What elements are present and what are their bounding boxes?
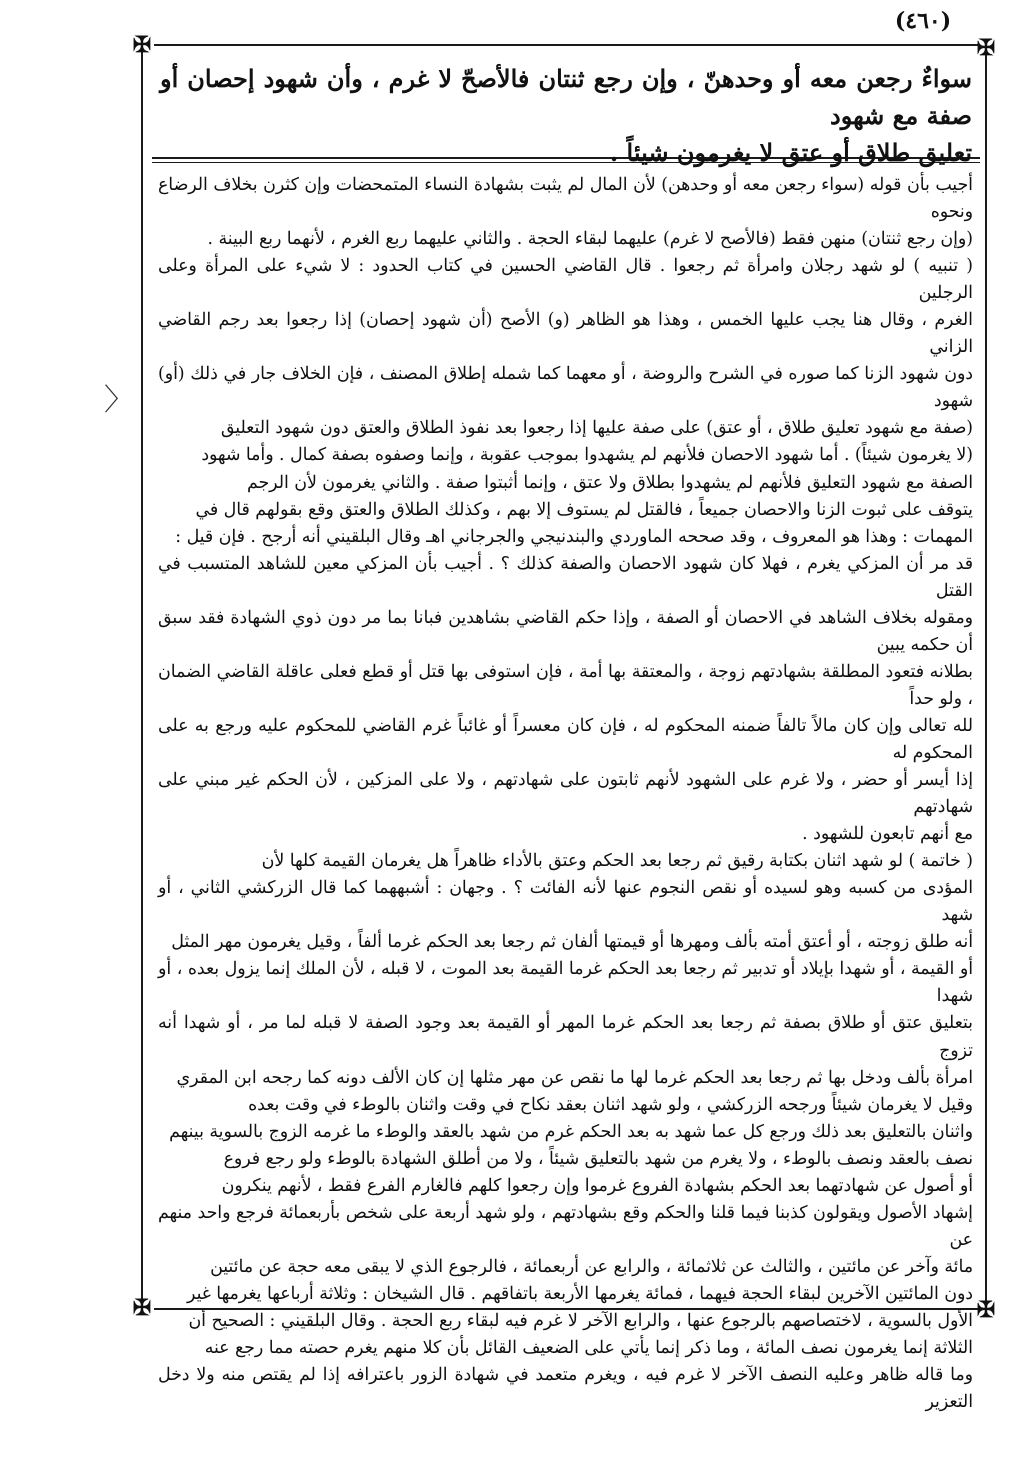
commentary-line: الصفة مع شهود التعليق فلأنهم لم يشهدوا بطلاق ولا عتق ، وإنما أثبتوا صفة . والثاني يغرمون لأن الرجم — [246, 472, 973, 493]
commentary-line: ( تنبيه ) لو شهد رجلان وامرأة ثم رجعوا . قال القاضي الحسين في كتاب الحدود : لا شيء على المرأة وعلى الرجلين — [158, 256, 973, 304]
commentary-line: وقيل لا يغرمان شيئاً ورجحه الزركشي ، ولو شهد اثنان بعقد نكاح في وقت واثنان بالوطء في وقت بعده — [248, 1094, 973, 1115]
commentary-line: إشهاد الأصول ويقولون كذبنا فيما قلنا والحكم وقع بشهادتهم ، ولو شهد أربعة على شخص بأربعمائة فرجع واحد منهم عن — [158, 1202, 973, 1250]
commentary-line: بطلانه فتعود المطلقة بشهادتهم زوجة ، والمعتقة بها أمة ، فإن استوفى بها قتل أو قطع فعلى عاقلة القاضي الضمان ، ولو حداً — [158, 661, 973, 709]
matn-line: تعليق طلاق أو عتق لا يغرمون شيئاً . — [609, 138, 972, 167]
commentary-line: المهمات : وهذا هو المعروف ، وقد صححه الماوردي والبندنيجي والجرجاني اهـ وقال البلقيني أنه أرجح . فإن قيل : — [175, 526, 973, 547]
commentary-line: دون شهود الزنا كما صوره في الشرح والروضة ، أو معهما كما شمله إطلاق المصنف ، فإن الخلاف جار في ذلك (أو) شهود — [158, 364, 973, 412]
commentary-line: لله تعالى وإن كان مالاً تالفاً ضمنه المحكوم له ، فإن كان معسراً أو غائباً غرم القاضي للمحكوم عليه ورجع به على المحكوم له — [158, 715, 973, 763]
commentary-line: يتوقف على ثبوت الزنا والاحصان جميعاً ، فالقتل لم يستوف إلا بهم ، وكذلك الطلاق والعتق وقع بقولهم قال في — [195, 499, 973, 520]
commentary-line: إذا أيسر أو حضر ، ولا غرم على الشهود لأنهم ثابتون على شهادتهم ، ولا على المزكين ، لأن الحكم غير مبني على شهادتهم — [158, 770, 973, 818]
commentary-line: الثلاثة إنما يغرمون نصف المائة ، وما ذكر إنما يأتي على الضعيف القائل بأن كلا منهم يغرم حصته مما رجع عنه — [204, 1338, 973, 1359]
margin-bracket-mark-icon: 〉 — [104, 383, 134, 418]
left-rule — [141, 52, 143, 1302]
commentary-line: (صفة مع شهود تعليق طلاق ، أو عتق) على صفة عليها إذا رجعوا بعد نفوذ الطلاق والعتق دون شهود التعليق — [220, 418, 973, 439]
commentary-line: (لا يغرمون شيئاً) . أما شهود الاحصان فلأنهم لم يشهدوا بموجب عقوبة ، وإنما وصفوه بصفة كمال . وأما شهود — [201, 445, 973, 466]
commentary-line: ( خاتمة ) لو شهد اثنان بكتابة رقيق ثم رجعا بعد الحكم وعتق بالأداء ظاهراً هل يغرمان القيمة كلها لأن — [261, 851, 973, 872]
corner-ornament-icon: ✠ — [976, 1297, 996, 1323]
corner-ornament-icon: ✠ — [132, 1295, 152, 1321]
commentary-line: ومقوله بخلاف الشاهد في الاحصان أو الصفة ، وإذا حكم القاضي بشاهدين فبانا بما مر دون ذوي الشهادة فقد سبق أن حكمه يبين — [158, 607, 973, 655]
commentary-line: نصف بالعقد ونصف بالوطء ، ولا يغرم من شهد بالتعليق شيئاً ، ولا من أطلق الشهادة بالوطء ولو رجع فروع — [223, 1148, 973, 1169]
corner-ornament-icon: ✠ — [976, 35, 996, 61]
commentary-line: الغرم ، وقال هنا يجب عليها الخمس ، وهذا هو الظاهر (و) الأصح (أن شهود إحصان) إذا رجعوا بعد رجم القاضي الزاني — [158, 310, 973, 358]
commentary-line: أو القيمة ، أو شهدا بإيلاد أو تدبير ثم رجعا بعد الحكم غرما القيمة بعد الموت ، لا قبله ، لأن الملك إنما يزول بعده ، أو شهدا — [158, 959, 973, 1007]
commentary-line: الأول بالسوية ، لاختصاصهم بالرجوع عنها ، والرابع الآخر لا غرم فيه لبقاء ربع الحجة . وقال البلقيني : الصحيح أن — [188, 1310, 973, 1331]
page-number: (٤٦٠) — [894, 8, 952, 34]
commentary-line: أنه طلق زوجته ، أو أعتق أمته بألف ومهرها أو قيمتها ألفان ثم رجعا بعد الحكم غرما ألفاً ، وقيل يغرمون مهر المثل — [171, 932, 973, 953]
top-rule — [154, 44, 980, 46]
commentary-line: قد مر أن المزكي يغرم ، فهلا كان شهود الاحصان والصفة كذلك ؟ . أجيب بأن المزكي معين للشاهد المتسبب في القتل — [158, 553, 973, 601]
corner-ornament-icon: ✠ — [132, 32, 152, 58]
commentary-line: مائة وآخر عن مائتين ، والثالث عن ثلاثمائة ، والرابع عن أربعمائة ، فالرجوع الذي لا يبقى معه حجة عن مائتين — [210, 1256, 973, 1277]
commentary-line: امرأة بألف ودخل بها ثم رجعا بعد الحكم غرما لها ما نقص عن مهر مثلها إن كان الألف دونه كما رجحه ابن المقري — [176, 1067, 973, 1088]
commentary-line: (وإن رجع ثنتان) منهن فقط (فالأصح لا غرم) عليهما لبقاء الحجة . والثاني عليهما ربع الغرم ، لأنهما ربع البينة . — [207, 229, 973, 250]
right-rule — [985, 52, 987, 1302]
commentary-line: مع أنهم تابعون للشهود . — [802, 824, 973, 845]
commentary-line: أو أصول عن شهادتهما بعد الحكم بشهادة الفروع غرموا وإن رجعوا كلهم فالغارم الفرع فقط ، لأنهم ينكرون — [221, 1175, 973, 1196]
commentary-line: وما قاله ظاهر وعليه النصف الآخر لا غرم فيه ، ويغرم متعمد في شهادة الزور باعترافه إذا لم يقتص منه ولا دخل التعزير — [158, 1365, 973, 1413]
commentary-line: بتعليق عتق أو طلاق بصفة ثم رجعا بعد الحكم غرما المهر أو القيمة بعد وجود الصفة لا قبله لما مر ، أو شهدا أنه تزوج — [158, 1013, 973, 1061]
matn-line: سواءٌ رجعن معه أو وحدهنّ ، وإن رجع ثنتان فالأصحّ لا غرم ، وأن شهود إحصان أو صفة مع شهود — [160, 64, 972, 130]
commentary-line: واثنان بالتعليق بعد ذلك ورجع كل عما شهد به بعد الحكم غرم من شهد بالعقد والوطء ما غرمه الزوج بالسوية بينهم — [169, 1121, 973, 1142]
commentary-line: دون المائتين الآخرين لبقاء الحجة فيهما ، فمائة يغرمها الأربعة باتفاقهم . قال الشيخان : وثلاثة أرباعها يغرمها غير — [187, 1283, 973, 1304]
commentary-text — [158, 172, 973, 1416]
matn-text — [160, 60, 972, 171]
commentary-line: المؤدى من كسبه وهو لسيده أو نقص النجوم عنها لأنه الفائت ؟ . وجهان : أشبههما كما قال الزركشي الثاني ، أو شهد — [158, 878, 973, 926]
commentary-line: أجيب بأن قوله (سواء رجعن معه أو وحدهن) لأن المال لم يثبت بشهادة النساء المتمحضات وإن كثرن بخلاف الرضاع ونحوه — [158, 175, 973, 223]
